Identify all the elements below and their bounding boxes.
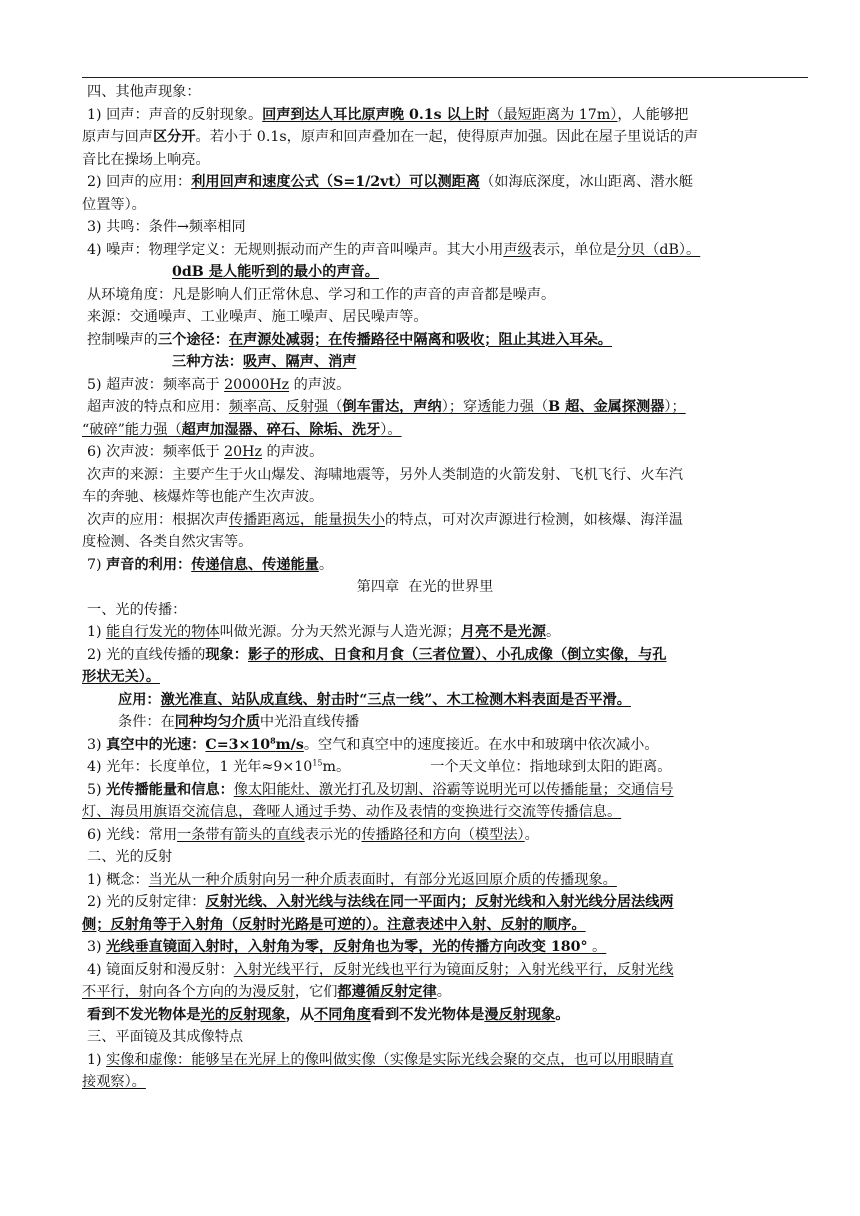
para-noise-control: 控制噪声的三个途径：在声源处减弱；在传播路径中隔离和吸收；阻止其进入耳朵。 <box>87 331 612 348</box>
para-specular-diffuse: 4) 镜面反射和漫反射：入射光线平行，反射光线也平行为镜面反射；入射光线平行，反射光线 <box>87 961 674 978</box>
para-light-energy-info-cont: 灯、海员用旗语交流信息，聋哑人通过手势、动作及表情的变换进行交流等传播信息。 <box>82 804 622 820</box>
para-noise-environment: 从环境角度：凡是影响人们正常休息、学习和工作的声音的声音都是噪声。 <box>87 286 556 303</box>
para-seeing-objects: 看到不发光物体是光的反射现象，从不同角度看到不发光物体是漫反射现象。 <box>87 1006 570 1023</box>
section-heading-light-propagation: 一、光的传播： <box>87 601 187 618</box>
para-reflection-law-cont: 侧；反射角等于入射角（反射时光路是可逆的）。注意表述中入射、反射的顺序。 <box>82 916 586 933</box>
para-straight-line: 2) 光的直线传播的现象：影子的形成、日食和月食（三者位置）、小孔成像（倒立实像，与孔 <box>87 646 667 663</box>
para-infrasound: 6) 次声波：频率低于 20Hz 的声波。 <box>87 444 324 460</box>
para-ultrasound-features-cont: “破碎”能力强（超声加湿器、碎石、除垢、洗牙）。 <box>82 421 402 438</box>
para-infrasound-source: 次声的来源：主要产生于火山爆发、海啸地震等，另外人类制造的火箭发射、飞机飞行、火车汽 <box>87 466 683 483</box>
para-resonance: 3) 共鸣：条件→频率相同 <box>87 219 246 235</box>
para-echo-application: 2) 回声的应用：利用回声和速度公式（S=1/2vt）可以测距离（如海底深度，冰山距离、潜水艇 <box>87 174 693 190</box>
para-ultrasound: 5) 超声波：频率高于 20000Hz 的声波。 <box>87 376 351 393</box>
section-heading-reflection: 二、光的反射 <box>87 849 173 865</box>
para-reflection-concept: 1) 概念：当光从一种介质射向另一种介质表面时，有部分光返回原介质的传播现象。 <box>87 871 617 888</box>
para-echo: 1) 回声：声音的反射现象。回声到达人耳比原声晚 0.1s 以上时（最短距离为 17m），人能够把 <box>87 106 689 123</box>
chapter-title: 第四章 在光的世界里 <box>356 579 494 595</box>
para-noise-methods: 三种方法：吸声、隔声、消声 <box>172 354 357 370</box>
para-sound-use: 7) 声音的利用：传递信息、传递能量。 <box>87 556 334 573</box>
para-noise-sources: 来源：交通噪声、工业噪声、施工噪声、居民噪声等。 <box>87 309 428 325</box>
section-heading-other-sound: 四、其他声现象： <box>87 84 201 100</box>
para-infrasound-application: 次声的应用：根据次声传播距离远，能量损失小的特点，可对次声源进行检测，如核爆、海洋温 <box>87 511 683 528</box>
para-light-energy-info: 5) 光传播能量和信息：像太阳能灶、激光打孔及切割、浴霸等说明光可以传播能量；交通信号 <box>87 781 674 798</box>
para-real-virtual-image-cont: 接观察）。 <box>82 1074 146 1090</box>
section-heading-plane-mirror: 三、平面镜及其成像特点 <box>87 1029 244 1045</box>
para-straight-line-condition: 条件：在同种均匀介质中光沿直线传播 <box>118 714 360 730</box>
header-rule <box>82 77 808 78</box>
para-light-ray: 6) 光线：常用一条带有箭头的直线表示光的传播路径和方向（模型法）。 <box>87 826 539 843</box>
para-noise-0db: 0dB 是人能听到的最小的声音。 <box>172 264 379 280</box>
para-echo-cont2: 音比在操场上响亮。 <box>82 151 210 168</box>
para-light-year: 4) 光年：长度单位，1 光年$\approx 9\times 10^{15}m$。 一个天文单位：指地球到太阳的距离。 <box>87 758 672 775</box>
para-ultrasound-features: 超声波的特点和应用：频率高、反射强（倒车雷达，声纳）；穿透能力强（B 超、金属探测器）； <box>87 399 686 415</box>
para-reflection-law: 2) 光的反射定律：反射光线、入射光线与法线在同一平面内；反射光线和入射光线分居法线两 <box>87 894 674 910</box>
document-body <box>82 81 808 1094</box>
para-echo-application-cont: 位置等）。 <box>82 196 146 213</box>
para-infrasound-application-cont: 度检测、各类自然灾害等。 <box>82 534 253 550</box>
para-specular-diffuse-cont: 不平行，射向各个方向的为漫反射，它们都遵循反射定律。 <box>82 984 451 1000</box>
para-infrasound-source-cont: 车的奔驰、核爆炸等也能产生次声波。 <box>82 489 324 505</box>
para-light-speed: 3) 真空中的光速：$C=3\times 10^8m/s$。空气和真空中的速度接近。在水中和玻璃中依次减小。 <box>87 734 659 753</box>
para-light-source: 1) 能自行发光的物体叫做光源。分为天然光源与人造光源；月亮不是光源。 <box>87 624 561 640</box>
para-normal-incidence: 3) 光线垂直镜面入射时，入射角为零，反射角也为零，光的传播方向改变 180° 。 <box>87 939 607 955</box>
para-real-virtual-image: 1) 实像和虚像：能够呈在光屏上的像叫做实像（实像是实际光线会聚的交点，也可以用眼睛直 <box>87 1051 674 1068</box>
para-echo-cont: 原声与回声区分开。若小于 0.1s，原声和回声叠加在一起，使得原声加强。因此在屋子里说话的声 <box>82 129 699 145</box>
para-straight-line-application: 应用：激光准直、站队成直线、射击时“三点一线”、木工检测木料表面是否平滑。 <box>118 691 631 708</box>
para-noise: 4) 噪声：物理学定义：无规则振动而产生的声音叫噪声。其大小用声级表示，单位是分贝（dB）。 <box>87 241 701 258</box>
para-straight-line-cont: 形状无关）。 <box>82 669 161 685</box>
